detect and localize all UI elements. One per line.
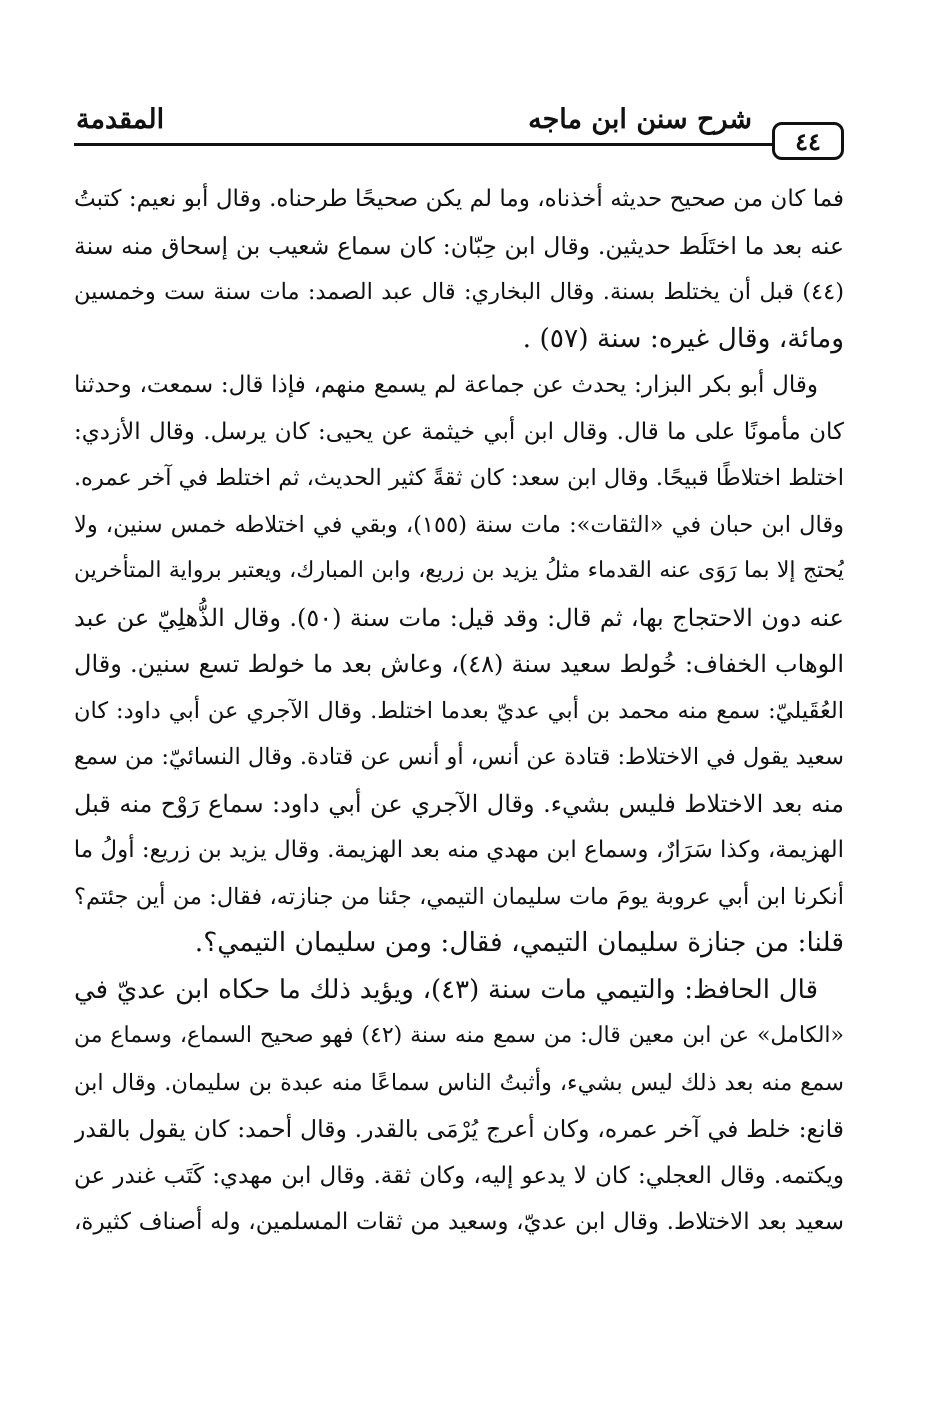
page-header (0, 0, 952, 170)
text-line: ومائة، وقال غيره: سنة (٥٧) . (522, 322, 844, 354)
text-line: وقال ابن حبان في «الثقات»: مات سنة (١٥٥)، وبقي في اختلاطه خمس سنين، ولا (74, 511, 844, 538)
text-line: سعيد بعد الاختلاط. وقال ابن عديّ، وسعيد من ثقات المسلمين، وله أصناف كثيرة، (74, 1209, 844, 1235)
text-line: عنه دون الاحتجاج بها، ثم قال: وقد قيل: مات سنة (٥٠). وقال الذُّهلِيّ عن عبد (74, 603, 844, 632)
page-body (74, 176, 844, 1246)
header-rule (74, 143, 772, 146)
text-line: اختلط اختلاطًا قبيحًا. وقال ابن سعد: كان ثقةً كثير الحديث، ثم اختلط في آخر عمره. (74, 465, 844, 491)
text-line: عنه بعد ما اختَلَط حديثين. وقال ابن حِبّان: كان سماع شعيب بن إسحاق منه سنة (74, 231, 844, 260)
text-line: «الكامل» عن ابن معين قال: من سمع منه سنة (٤٢) فهو صحيح السماع، وسماع من (74, 1023, 844, 1048)
paragraph (74, 362, 844, 967)
text-line: ويكتمه. وقال العجلي: كان لا يدعو إليه، وكان ثقة. وقال ابن مهدي: كَتَب غندر عن (74, 1162, 844, 1189)
page-number-box (772, 122, 844, 160)
page-number: ٤٤ (795, 126, 821, 156)
text-line: سعيد يقول في الاختلاط: قتادة عن أنس، أو أنس عن قتادة. وقال النسائيّ: من سمع (74, 744, 844, 770)
text-line: الوهاب الخفاف: خُولط سعيد سنة (٤٨)، وعاش بعد ما خولط تسع سنين. وقال (74, 650, 844, 678)
text-line: قلنا: من جنازة سليمان التيمي، فقال: ومن سليمان التيمي؟. (194, 927, 844, 958)
text-line: سمع منه بعد ذلك ليس بشيء، وأثبتُ الناس سماعًا منه عبدة بن سليمان. وقال ابن (74, 1069, 844, 1096)
book-title: شرح سنن ابن ماجه (528, 104, 752, 135)
text-line: الهزيمة، وكذا سَرَارٌ، وسماع ابن مهدي منه بعد الهزيمة. وقال يزيد بن زريع: أولُ ما (74, 837, 844, 863)
section-title: المقدمة (76, 104, 165, 135)
text-line: كان مأمونًا على ما قال. وقال ابن أبي خيثمة عن يحيى: كان يرسل. وقال الأزدي: (74, 418, 844, 445)
text-line: العُقَيليّ: سمع منه محمد بن أبي عديّ بعدما اختلط. وقال الآجري عن أبي داود: كان (74, 697, 844, 724)
paragraph (74, 176, 844, 362)
text-line: فما كان من صحيح حديثه أخذناه، وما لم يكن صحيحًا طرحناه. وقال أبو نعيم: كتبتُ (74, 186, 844, 212)
text-line: منه بعد الاختلاط فليس بشيء. وقال الآجري عن أبي داود: سماع رَوْح منه قبل (74, 789, 844, 818)
text-line: قال الحافظ: والتيمي مات سنة (٤٣)، ويؤيد ذلك ما حكاه ابن عديّ في (74, 974, 818, 1005)
text-line: يُحتج إلا بما رَوَى عنه القدماء مثلُ يزيد بن زريع، وابن المبارك، ويعتبر برواية المتأخرين (74, 558, 844, 583)
text-line: (٤٤) قبل أن يختلط بسنة. وقال البخاري: قال عبد الصمد: مات سنة ست وخمسين (74, 279, 844, 305)
text-line: أنكرنا ابن أبي عروبة يومَ مات سليمان التيمي، جئنا من جنازته، فقال: من أين جئتم؟ (74, 883, 844, 910)
text-line: قانع: خلط في آخر عمره، وكان أعرج يُرْمَى بالقدر. وقال أحمد: كان يقول بالقدر (74, 1115, 844, 1143)
text-line: وقال أبو بكر البزار: يحدث عن جماعة لم يسمع منهم، فإذا قال: سمعت، وحدثنا (74, 372, 818, 398)
paragraph (74, 967, 844, 1246)
